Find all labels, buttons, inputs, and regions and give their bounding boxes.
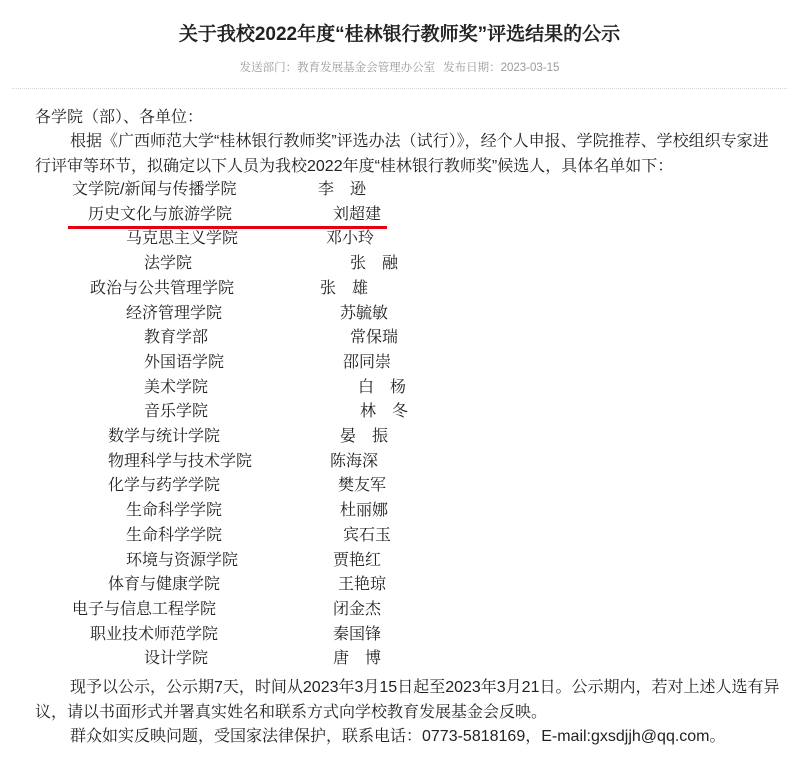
candidate-row <box>0 425 799 449</box>
candidate-department: 政治与公共管理学院 <box>90 279 235 297</box>
candidate-department: 教育学部 <box>144 329 209 347</box>
candidate-department: 马克思主义学院 <box>126 230 239 248</box>
candidate-row <box>0 203 799 227</box>
candidate-row <box>0 400 799 424</box>
greeting: 各学院（部）、各单位： <box>35 109 204 126</box>
candidate-name: 陈海深 <box>330 452 379 470</box>
candidate-name: 白 杨 <box>358 378 407 396</box>
candidate-name: 宾石玉 <box>343 526 392 544</box>
candidate-department: 生命科学学院 <box>126 502 223 520</box>
candidate-department: 音乐学院 <box>144 403 209 421</box>
candidate-name: 贾艳红 <box>333 551 382 569</box>
candidate-row <box>0 351 799 375</box>
candidate-row <box>0 573 799 597</box>
candidate-row <box>0 326 799 350</box>
candidate-department: 美术学院 <box>144 378 209 396</box>
candidate-department: 历史文化与旅游学院 <box>88 205 233 223</box>
publish-date-label: 发布日期： <box>443 62 501 74</box>
candidate-list <box>0 178 799 672</box>
candidate-row <box>0 450 799 474</box>
candidate-name: 张 雄 <box>320 279 369 297</box>
candidate-department: 职业技术师范学院 <box>90 625 219 643</box>
department-value: 教育发展基金会管理办公室 <box>297 62 436 74</box>
candidate-name: 闭金杰 <box>333 600 382 618</box>
publish-date-value: 2023-03-15 <box>500 62 560 74</box>
candidate-department: 经济管理学院 <box>126 304 223 322</box>
closing-paragraph: 现予以公示，公示期7天，时间从2023年3月15日起至2023年3月21日。公示期内，若对上述人选有异议，请以书面形式并署真实姓名和联系方式向学校教育发展基金会反映。 <box>35 679 780 721</box>
candidate-row <box>0 499 799 523</box>
candidate-name: 刘超建 <box>333 205 382 223</box>
candidate-name: 杜丽娜 <box>340 502 389 520</box>
candidate-row <box>0 647 799 671</box>
candidate-department: 设计学院 <box>144 650 209 668</box>
candidate-row <box>0 227 799 251</box>
candidate-name: 常保瑞 <box>350 329 399 347</box>
candidate-name: 林 冬 <box>360 403 409 421</box>
department-label: 发送部门： <box>239 62 298 74</box>
candidate-name: 李 逊 <box>318 181 367 198</box>
candidate-name: 张 融 <box>350 255 399 273</box>
candidate-row <box>0 302 799 326</box>
candidate-name: 晏 振 <box>340 428 389 445</box>
candidate-department: 体育与健康学院 <box>108 576 221 594</box>
candidate-department: 生命科学学院 <box>126 526 223 544</box>
candidate-row <box>0 277 799 301</box>
notice-meta <box>0 60 799 76</box>
candidate-name: 邵同崇 <box>343 353 392 371</box>
contact-paragraph: 群众如实反映问题，受国家法律保护，联系电话：0773-5818169，E-mail:gxsdjjh@qq.com。 <box>70 728 726 745</box>
candidate-department: 化学与药学学院 <box>108 477 221 495</box>
candidate-row <box>0 549 799 573</box>
candidate-row <box>0 474 799 498</box>
candidate-row <box>0 524 799 548</box>
highlight-underline <box>68 226 387 229</box>
candidate-row <box>0 376 799 400</box>
candidate-row <box>0 623 799 647</box>
candidate-department: 法学院 <box>144 255 193 273</box>
candidate-department: 环境与资源学院 <box>126 551 239 569</box>
candidate-name: 樊友军 <box>338 477 387 495</box>
candidate-department: 外国语学院 <box>144 353 225 371</box>
candidate-name: 秦国锋 <box>333 625 382 643</box>
candidate-department: 文学院/新闻与传播学院 <box>72 181 237 198</box>
candidate-department: 物理科学与技术学院 <box>108 452 253 470</box>
candidate-name: 唐 博 <box>333 650 382 668</box>
header-divider <box>12 88 787 89</box>
candidate-row <box>0 178 799 202</box>
candidate-row <box>0 252 799 276</box>
candidate-department: 数学与统计学院 <box>108 428 221 445</box>
candidate-name: 王艳琼 <box>338 576 387 594</box>
candidate-name: 邓小玲 <box>326 230 375 248</box>
intro-paragraph: 根据《广西师范大学“桂林银行教师奖”评选办法（试行）》，经个人申报、学院推荐、学校组织专家进行评审等环节，拟确定以下人员为我校2022年度“桂林银行教师奖”候选人，具体名单如下： <box>35 133 769 175</box>
page-title: 关于我校2022年度“桂林银行教师奖”评选结果的公示 <box>178 24 621 45</box>
candidate-department: 电子与信息工程学院 <box>72 600 217 618</box>
candidate-row <box>0 598 799 622</box>
candidate-name: 苏毓敏 <box>340 304 389 322</box>
